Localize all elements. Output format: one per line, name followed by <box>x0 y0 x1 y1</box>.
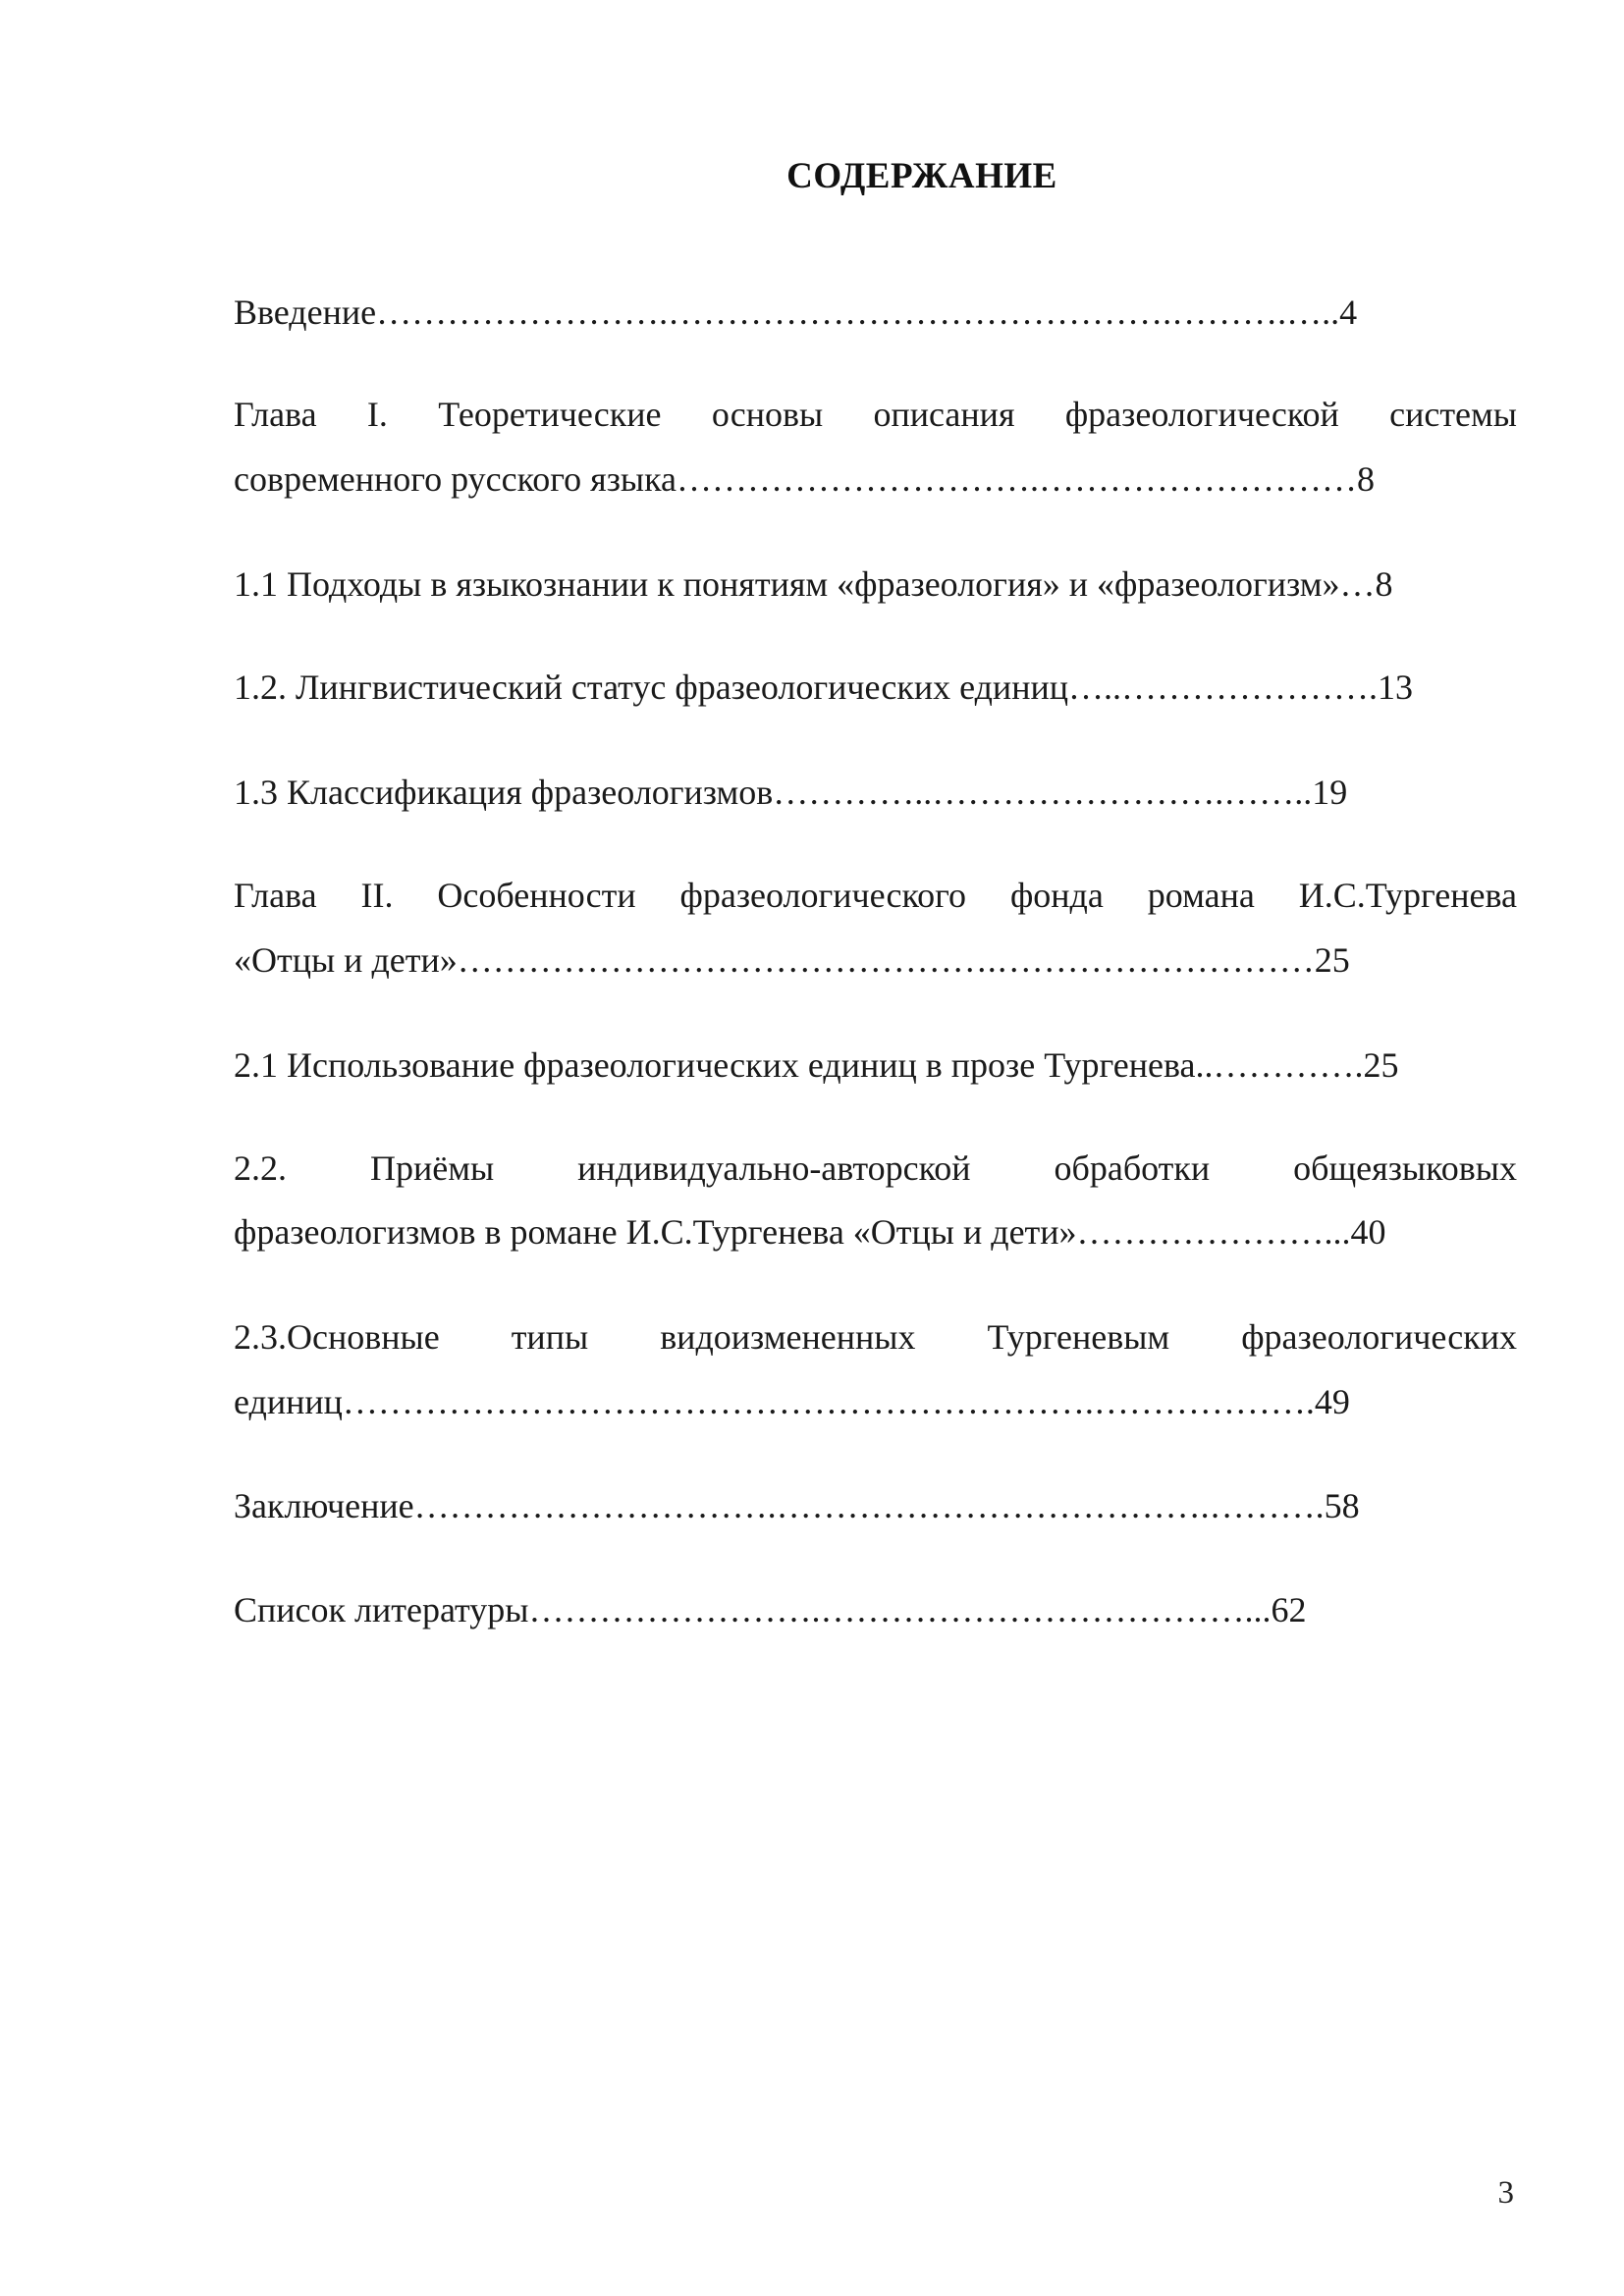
toc-word: системы <box>1389 395 1517 434</box>
toc-word: Глава <box>234 876 317 915</box>
toc-item-chapter-1-line2[interactable]: современного русского языка………………………….………………………8 <box>234 459 1376 499</box>
toc-word: Особенности <box>437 876 636 915</box>
toc-item-chapter-2-line2[interactable]: «Отцы и дети»……………………………………….………………………25 <box>234 940 1350 980</box>
toc-word: 2.3.Основные <box>234 1317 440 1357</box>
toc-item-section-2-3-line2[interactable]: единиц……………………………………………………….……………….49 <box>234 1382 1350 1421</box>
toc-word: описания <box>873 395 1015 434</box>
toc-item-conclusion[interactable]: Заключение………………………….……………………………….……….58 <box>234 1486 1360 1525</box>
toc-item-section-2-2-line1[interactable] <box>234 1147 1517 1190</box>
toc-word: общеязыковых <box>1293 1148 1517 1188</box>
toc-word: романа <box>1147 876 1255 915</box>
toc-item-section-1-2[interactable]: 1.2. Лингвистический статус фразеологических единиц…..………………….13 <box>234 667 1413 707</box>
toc-word: фонда <box>1009 876 1104 915</box>
toc-word: фразеологического <box>679 876 967 915</box>
toc-word: I. <box>366 395 388 434</box>
toc-word: фразеологической <box>1064 395 1339 434</box>
toc-item-section-1-1[interactable]: 1.1 Подходы в языкознании к понятиям «фразеология» и «фразеологизм»…8 <box>234 564 1393 604</box>
toc-item-section-2-1[interactable]: 2.1 Использование фразеологических единиц в прозе Тургенева..………….25 <box>234 1045 1399 1085</box>
toc-word: основы <box>711 395 824 434</box>
toc-word: видоизмененных <box>660 1317 916 1357</box>
toc-item-references[interactable]: Список литературы…………………….………………………………...62 <box>234 1590 1307 1629</box>
toc-word: Глава <box>234 395 317 434</box>
toc-word: II. <box>360 876 394 915</box>
toc-word: 2.2. <box>234 1148 287 1188</box>
toc-item-chapter-1-line1[interactable] <box>234 393 1517 436</box>
page-title: СОДЕРЖАНИЕ <box>786 156 1057 196</box>
toc-word: Приёмы <box>369 1148 495 1188</box>
toc-item-chapter-2-line1[interactable] <box>234 874 1517 917</box>
toc-word: обработки <box>1054 1148 1211 1188</box>
toc-word: Тургеневым <box>987 1317 1170 1357</box>
toc-word: И.С.Тургенева <box>1298 876 1517 915</box>
toc-word: типы <box>511 1317 589 1357</box>
toc-item-section-2-2-line2[interactable]: фразеологизмов в романе И.С.Тургенева «Отцы и дети»…………………...40 <box>234 1212 1386 1252</box>
toc-item-section-2-3-line1[interactable] <box>234 1315 1517 1359</box>
page-number: 3 <box>1497 2175 1514 2211</box>
toc-word: фразеологических <box>1241 1317 1517 1357</box>
toc-word: Теоретические <box>438 395 662 434</box>
toc-item-section-1-3[interactable]: 1.3 Классификация фразеологизмов…………..…………………….……..19 <box>234 773 1348 812</box>
toc-item-introduction[interactable]: Введение…………………….…………………………………….……….…..4 <box>234 293 1358 332</box>
toc-word: индивидуально-авторской <box>577 1148 971 1188</box>
